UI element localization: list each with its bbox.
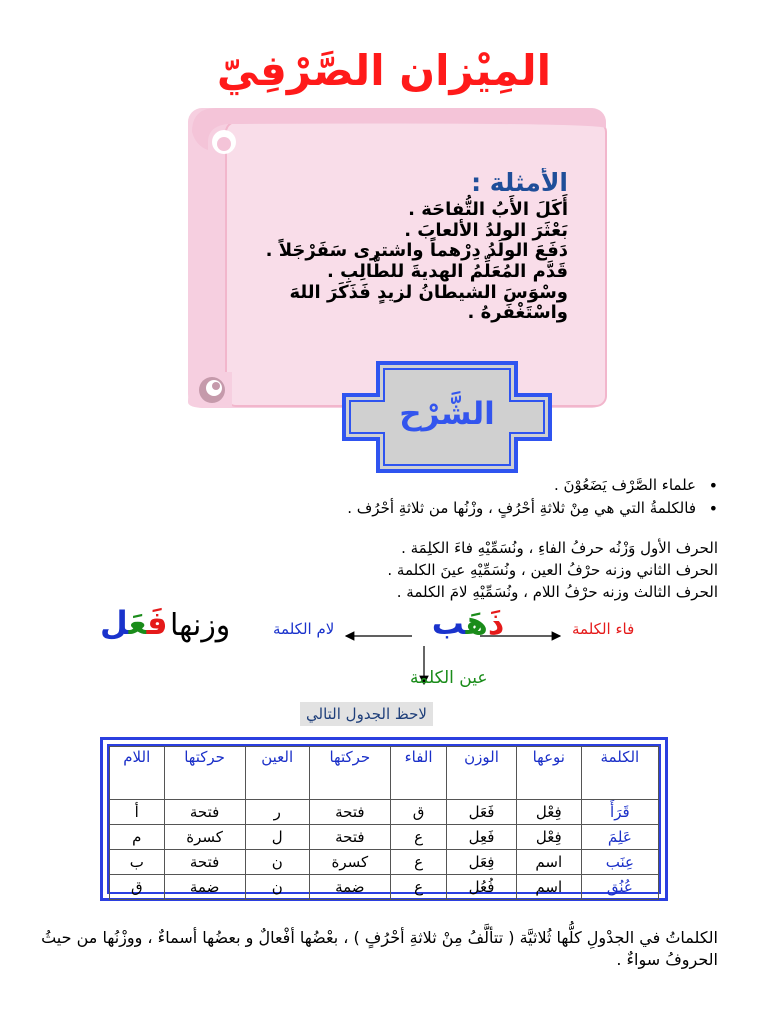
table-header-row [110, 747, 659, 800]
example-line: أَكَلَ الأَبُ التُّفاحَة . [408, 199, 568, 220]
wazn-letter-faa: فَ [146, 604, 168, 642]
table-row [110, 850, 659, 875]
table-cell: اسم [516, 850, 581, 875]
letter-rule-third: الحرف الثالث وزنه حرْفُ اللام ، ونُسَمِّيْهِ لامَ الكلمة . [396, 583, 718, 601]
faa-label: فاء الكلمة [572, 620, 635, 638]
table-cell: عِنَب [581, 850, 658, 875]
word-letter-ain: هَ [465, 604, 488, 642]
table-cell: كسرة [309, 850, 390, 875]
table-header: الفاء [390, 747, 446, 800]
table-header: اللام [110, 747, 165, 800]
wazn-letter-ain: عَ [128, 604, 147, 642]
table-cell: ع [390, 850, 446, 875]
example-line: وسْوَسَ الشيطانُ لزيدٍ فَذَكَرَ اللهَ واسْتَغْفَرهُ . [289, 281, 568, 324]
table-header: نوعها [516, 747, 581, 800]
conclusion-text: الكلماتُ في الجدْولِ كلُّها ثُلاثيَّة ( تتألَّفُ مِنْ ثلاثةِ أحْرُفٍ ) ، بعْضُها أفْعالٌ و بعضُها أسماءٌ ، ووزْنُها من حيثُ الحروفُ سواءٌ . [41, 928, 718, 969]
explanation-bullets [98, 474, 718, 520]
table-cell: فِعَل [447, 850, 517, 875]
table-cell: قَرَأَ [581, 800, 658, 825]
table-cell: فِعْل [516, 825, 581, 850]
table-cell: ب [110, 850, 165, 875]
wazn-word [100, 604, 168, 642]
page-title: المِيْزان الصَّرْفِيّ [216, 46, 552, 95]
letter-rule-second: الحرف الثاني وزنه حرْفُ العين ، ونُسَمِّيْهِ عينَ الكلمة . [387, 561, 718, 579]
table-cell: ع [390, 875, 446, 900]
example-line: قَدَّم المُعَلِّمُ الهديةَ للطَّالِبِ . [327, 261, 568, 283]
letters-explanation [98, 537, 718, 603]
table-header: الوزن [447, 747, 517, 800]
table-cell: ن [245, 875, 309, 900]
table-cell: فَعِل [447, 825, 517, 850]
table-cell: ق [110, 875, 165, 900]
table-cell: عُنُق [581, 875, 658, 900]
table-cell: فُعُل [447, 875, 517, 900]
table-cell: ق [390, 800, 446, 825]
table-cell: أ [110, 800, 165, 825]
words-table [109, 746, 659, 900]
words-table-inner-frame [107, 744, 661, 894]
table-header: الكلمة [581, 747, 658, 800]
table-cell: م [110, 825, 165, 850]
ain-label: عين الكلمة [410, 668, 488, 688]
explanation-title: الشَّرْح [399, 396, 495, 432]
example-word [414, 604, 522, 642]
table-cell: ر [245, 800, 309, 825]
word-letter-lam: ب [431, 604, 466, 642]
list-item: • علماء الصَّرْف يَضَعُوْنَ . [98, 474, 718, 497]
words-table-frame [100, 737, 668, 901]
lam-label: لام الكلمة [273, 620, 335, 638]
letter-rule-first: الحرف الأول وَزْنُه حرفُ الفاءِ ، ونُسَمِّيْهِ فاءَ الكلِمَة . [401, 539, 718, 557]
example-line: دَفَعَ الولَدُ دِرْهماً واشترى سَفَرْجَلاً . [265, 240, 568, 262]
example-line: بَعْثَرَ الولدُ الألعابَ . [404, 219, 568, 241]
table-cell: ع [390, 825, 446, 850]
table-cell: ل [245, 825, 309, 850]
table-cell: عَلِمَ [581, 825, 658, 850]
table-cell: فتحة [164, 800, 245, 825]
table-header: العين [245, 747, 309, 800]
table-cell: ضمة [309, 875, 390, 900]
table-header: حركتها [164, 747, 245, 800]
list-item: • فالكلمةُ التي هي مِنْ ثلاثةِ أحْرُفٍ ، وزْنُها من ثلاثةِ أحْرُف . [98, 497, 718, 520]
table-header: حركتها [309, 747, 390, 800]
examples-heading: الأمثلة : [471, 168, 568, 197]
table-row [110, 800, 659, 825]
examples-box [238, 168, 568, 373]
wazn-label: وزنها [170, 608, 231, 643]
table-cell: ضمة [164, 875, 245, 900]
table-cell: فتحة [309, 825, 390, 850]
table-row [110, 875, 659, 900]
table-row [110, 825, 659, 850]
table-cell: ن [245, 850, 309, 875]
word-letter-faa: ذَ [487, 604, 505, 642]
table-cell: فِعْل [516, 800, 581, 825]
table-cell: فتحة [164, 850, 245, 875]
wazn-letter-lam: ل [100, 604, 129, 642]
table-cell: كسرة [164, 825, 245, 850]
table-caption: لاحظ الجدول التالي [300, 702, 433, 726]
table-cell: فَعَل [447, 800, 517, 825]
table-cell: فتحة [309, 800, 390, 825]
table-cell: اسم [516, 875, 581, 900]
